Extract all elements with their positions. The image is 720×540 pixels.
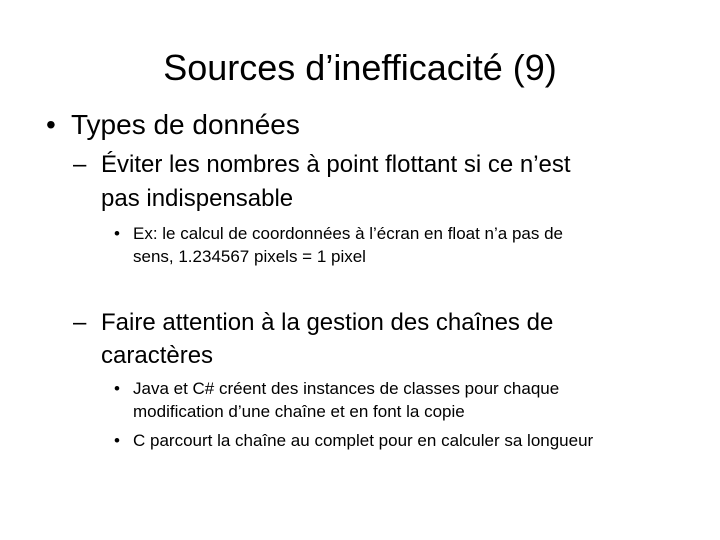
sub-bullet-line: pas indispensable (101, 185, 294, 212)
slide-title: Sources d’inefficacité (9) (163, 47, 557, 88)
bullet-icon: • (114, 379, 120, 398)
detail-line: Java et C# créent des instances de classes pour chaque (133, 379, 560, 398)
detail-line: Ex: le calcul de coordonnées à l’écran en float n’a pas de (133, 224, 563, 243)
detail-line: modification d’une chaîne et en font la copie (133, 402, 465, 421)
dash-icon: – (73, 309, 87, 336)
dash-icon: – (73, 151, 87, 178)
detail-line: C parcourt la chaîne au complet pour en calculer sa longueur (133, 431, 594, 450)
bullet-icon: • (114, 431, 120, 450)
bullet-icon: • (114, 224, 120, 243)
sub-bullet-line: Éviter les nombres à point flottant si ce n’est (101, 151, 571, 178)
bullet-label: Types de données (71, 109, 300, 140)
sub-bullet-line: Faire attention à la gestion des chaînes de (101, 309, 554, 336)
detail-line: sens, 1.234567 pixels = 1 pixel (133, 247, 366, 266)
bullet-icon: • (46, 109, 56, 140)
sub-bullet-line: caractères (101, 342, 214, 369)
